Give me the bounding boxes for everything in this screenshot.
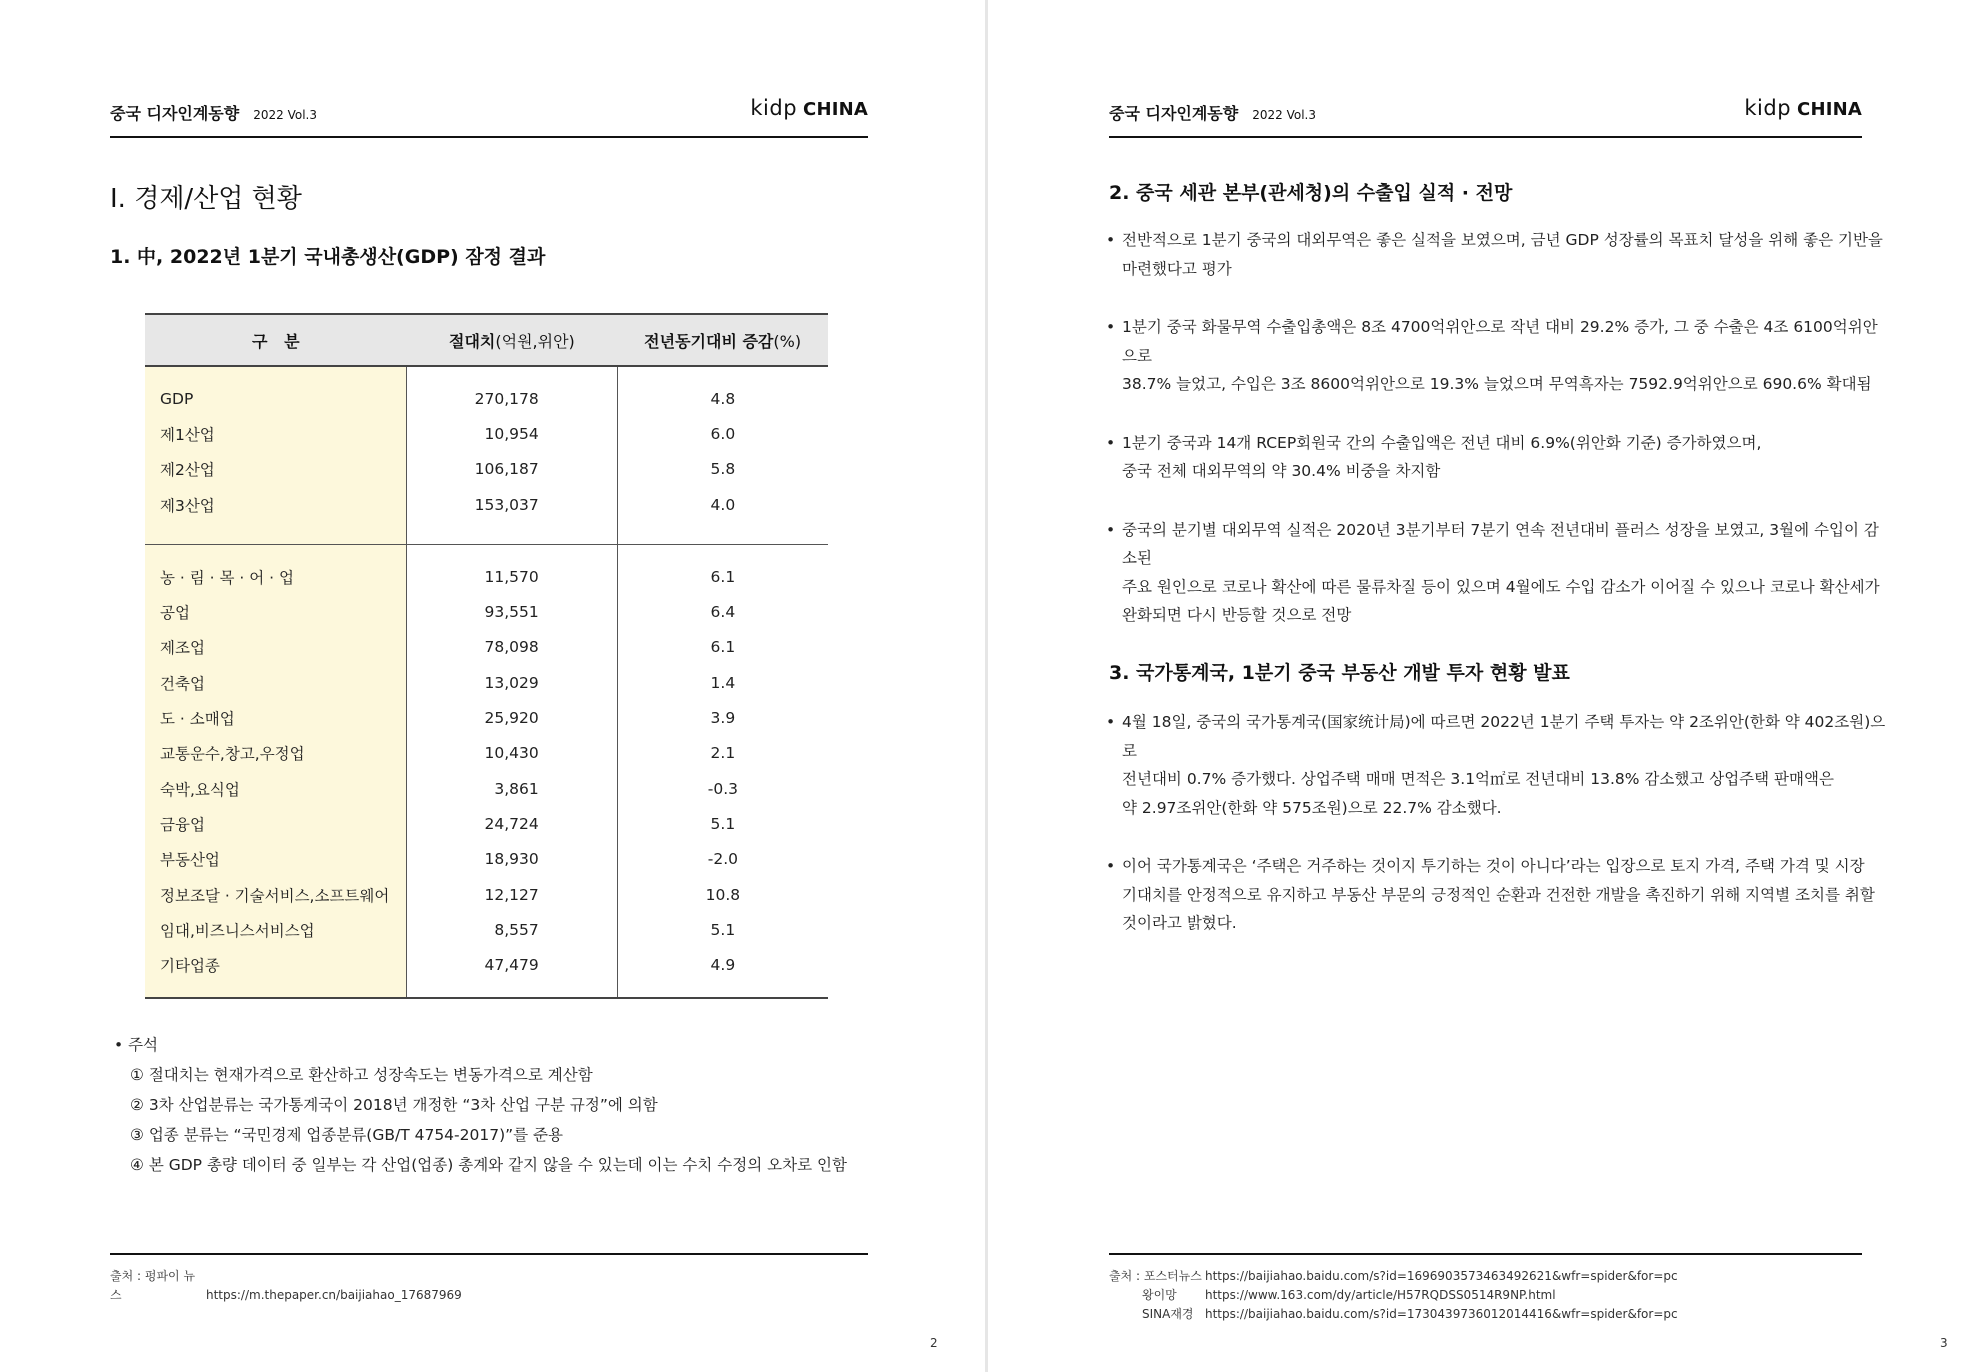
header-change: 전년동기대비 증감(%) [617,314,828,366]
section-title: I. 경제/산업 현황 [110,184,302,214]
table-row: GDP 270,178 4.8 [145,381,828,416]
source-line [1109,1305,1862,1324]
header-title: 중국 디자인계동향 2022 Vol.3 [110,104,317,123]
list-item: • 4월 18일, 중국의 국가통계국(国家统计局)에 따르면 2022년 1분기 주택 투자는 약 2조위안(한화 약 402조원)으로 전년대비 0.7% 증가했다. 상업주택 매매 면적은 3.1억㎡로 전년대비 13.8% 감소했고 상업주택 판매액은 약 2.97조위안(한화 약 575조원)으로 22.7% 감소했다. [1106,708,1886,822]
table-row: 임대,비즈니스서비스업 8,557 5.1 [145,912,828,947]
source-label: 출처 : 펑파이 뉴스 [110,1269,196,1302]
table-row: 정보조달 · 기술서비스,소프트웨어 12,127 10.8 [145,877,828,912]
table-row: 도 · 소매업 25,920 3.9 [145,700,828,735]
source-footer [1109,1253,1862,1324]
source-url: https://baijiahao.baidu.com/s?id=1696903573463492621&wfr=spider&for=pc [1205,1269,1678,1283]
source-url: https://m.thepaper.cn/baijiahao_17687969 [206,1288,462,1302]
table-header-row [145,314,828,366]
page-number: 3 [1940,1336,1948,1350]
source-line [1109,1267,1862,1286]
table-row: 교통운수,창고,우정업 10,430 2.1 [145,736,828,771]
table-row: 농 · 림 · 목 · 어 · 업 11,570 6.1 [145,559,828,594]
header-volume: 2022 Vol.3 [1252,108,1316,122]
source-line [1109,1286,1862,1305]
source-url: https://www.163.com/dy/article/H57RQDSS0514R9NP.html [1205,1288,1556,1302]
source-label: SINA재경 [1142,1307,1194,1321]
list-item: • 이어 국가통계국은 ‘주택은 거주하는 것이지 투기하는 것이 아니다’라는 입장으로 토지 가격, 주택 가격 및 시장 기대치를 안정적으로 유지하고 부동산 부문의 긍정적인 순환과 건전한 개발을 촉진하기 위해 지역별 조치를 취할 것이라고 밝혔다. [1106,852,1886,938]
source-url: https://baijiahao.baidu.com/s?id=1730439736012014416&wfr=spider&for=pc [1205,1307,1678,1321]
note-item: ③ 업종 분류는 “국민경제 업종분류(GB/T 4754-2017)”를 준용 [130,1126,564,1144]
header-absolute: 절대치(억원,위안) [407,314,618,366]
table-row: 제3산업 153,037 4.0 [145,487,828,522]
source-label: 왕이망 [1142,1288,1177,1302]
header-title: 중국 디자인계동향 2022 Vol.3 [1109,104,1316,123]
notes-title: • 주석 [114,1036,159,1054]
logo-china: CHINA [1797,99,1862,120]
source-label: 출처 : 포스터뉴스 [1109,1269,1202,1283]
page-3 [988,0,1972,1372]
note-item: ① 절대치는 현재가격으로 환산하고 성장속도는 변동가격으로 계산함 [130,1066,593,1084]
page-header [110,90,868,138]
logo-kidp: kidp [750,96,798,120]
table-row: 숙박,요식업 3,861 -0.3 [145,771,828,806]
list-item: • 1분기 중국 화물무역 수출입총액은 8조 4700억위안으로 작년 대비 29.2% 증가, 그 중 수출은 4조 6100억위안으로 38.7% 늘었고, 수입은 3조 8600억위안으로 19.3% 늘었으며 무역흑자는 7592.9억위안으로 690.6% 확대됨 [1106,313,1886,399]
table-row: 부동산업 18,930 -2.0 [145,842,828,877]
list-item: • 전반적으로 1분기 중국의 대외무역은 좋은 실적을 보였으며, 금년 GDP 성장률의 목표치 달성을 위해 좋은 기반을 마련했다고 평가 [1106,226,1886,283]
header-category: 구 분 [145,314,407,366]
logo-kidp: kidp [1744,96,1792,120]
page-2 [0,0,985,1372]
table-body [145,366,828,998]
table-row: 금융업 24,724 5.1 [145,806,828,841]
section2-bullets [1106,226,1886,660]
header-volume: 2022 Vol.3 [253,108,317,122]
section2-title: 2. 중국 세관 본부(관세청)의 수출입 실적 · 전망 [1109,182,1513,204]
page-number: 2 [930,1336,938,1350]
logo-china: CHINA [803,99,868,120]
section3-bullets [1106,708,1886,968]
gdp-table [145,313,828,999]
note-item: ② 3차 산업분류는 국가통계국이 2018년 개정한 “3차 산업 구분 규정”에 의함 [130,1096,658,1114]
table-row: 기타업종 47,479 4.9 [145,947,828,982]
source-footer [110,1253,868,1305]
list-item: • 중국의 분기별 대외무역 실적은 2020년 3분기부터 7분기 연속 전년대비 플러스 성장을 보였고, 3월에 수입이 감소된 주요 원인으로 코로나 확산에 따른 물류차질 등이 있으며 4월에도 수입 감소가 이어질 수 있으나 코로나 확산세가 완화되면 다시 반등할 것으로 전망 [1106,516,1886,630]
table-row: 공업 93,551 6.4 [145,594,828,629]
list-item: • 1분기 중국과 14개 RCEP회원국 간의 수출입액은 전년 대비 6.9%(위안화 기준) 증가하였으며, 중국 전체 대외무역의 약 30.4% 비중을 차지함 [1106,429,1886,486]
section3-title: 3. 국가통계국, 1분기 중국 부동산 개발 투자 현황 발표 [1109,662,1570,684]
notes-section [114,1030,847,1180]
subsection-title: 1. 中, 2022년 1분기 국내총생산(GDP) 잠정 결과 [110,246,546,268]
kidp-china-logo [750,96,868,120]
table-row: 제조업 78,098 6.1 [145,630,828,665]
kidp-china-logo [1744,96,1862,120]
page-header [1109,90,1862,138]
table-row: 제2산업 106,187 5.8 [145,452,828,487]
note-item: ④ 본 GDP 총량 데이터 중 일부는 각 산업(업종) 총계와 같지 않을 수 있는데 이는 수치 수정의 오차로 인함 [130,1156,847,1174]
table-row: 제1산업 10,954 6.0 [145,416,828,451]
table-row: 건축업 13,029 1.4 [145,665,828,700]
